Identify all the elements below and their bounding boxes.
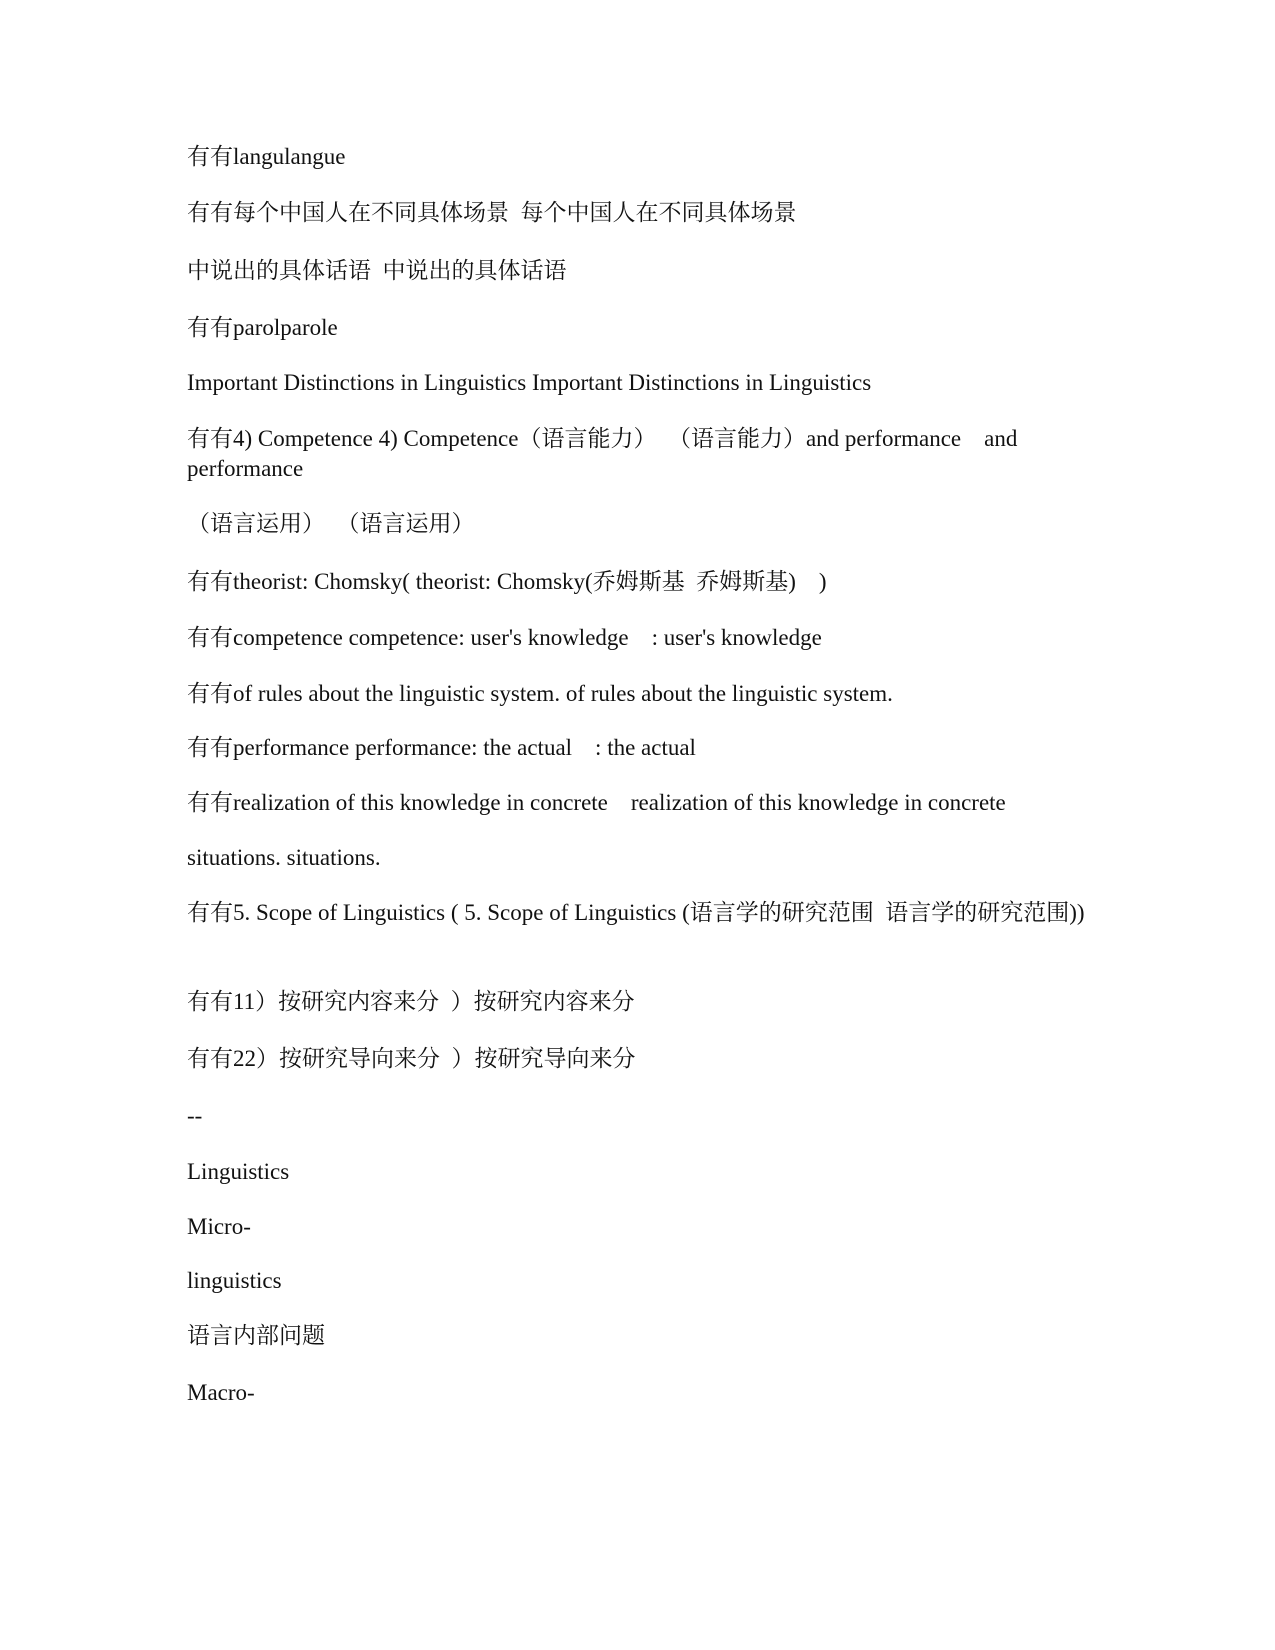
text-line-internal-issues: 语言内部问题 (187, 1323, 325, 1348)
text-line-utterance: 中说出的具体话语 中说出的具体话语 (187, 258, 567, 283)
section-heading-scope: 有有5. Scope of Linguistics ( 5. Scope of Linguistics (语言学的研究范围 语言学的研究范围)) (187, 900, 1085, 925)
list-item-content: 有有11）按研究内容来分 ）按研究内容来分 (187, 989, 635, 1014)
text-line-competence-performance: 有有4) Competence 4) Competence（语言能力） （语言能力）and performance and performance (187, 426, 1024, 481)
text-line-realization: 有有realization of this knowledge in concrete realization of this knowledge in concrete (187, 790, 1006, 815)
list-item-orientation: 有有22）按研究导向来分 ）按研究导向来分 (187, 1046, 636, 1071)
text-line-situations: situations. situations. (187, 845, 381, 870)
text-line-competence-def: 有有competence competence: user's knowledge : user's knowledge (187, 625, 822, 650)
text-line-langue: 有有langulangue (187, 144, 346, 169)
text-line-macro: Macro- (187, 1380, 255, 1405)
text-line-rules: 有有of rules about the linguistic system. of rules about the linguistic system. (187, 681, 893, 706)
text-line-theorist: 有有theorist: Chomsky( theorist: Chomsky(乔姆斯基 乔姆斯基) ) (187, 569, 827, 594)
text-line-parole: 有有parolparole (187, 315, 338, 340)
text-line-dashes: -- (187, 1103, 203, 1128)
text-line-micro-linguistics: linguistics (187, 1268, 282, 1293)
text-line-micro: Micro- (187, 1214, 251, 1239)
section-heading-distinctions: Important Distinctions in Linguistics Important Distinctions in Linguistics (187, 370, 872, 395)
text-line-performance-def: 有有performance performance: the actual : the actual (187, 735, 696, 760)
text-line-language-use: （语言运用） （语言运用） (187, 511, 475, 536)
text-line-linguistics: Linguistics (187, 1159, 290, 1184)
text-line-scene: 有有每个中国人在不同具体场景 每个中国人在不同具体场景 (187, 200, 797, 225)
